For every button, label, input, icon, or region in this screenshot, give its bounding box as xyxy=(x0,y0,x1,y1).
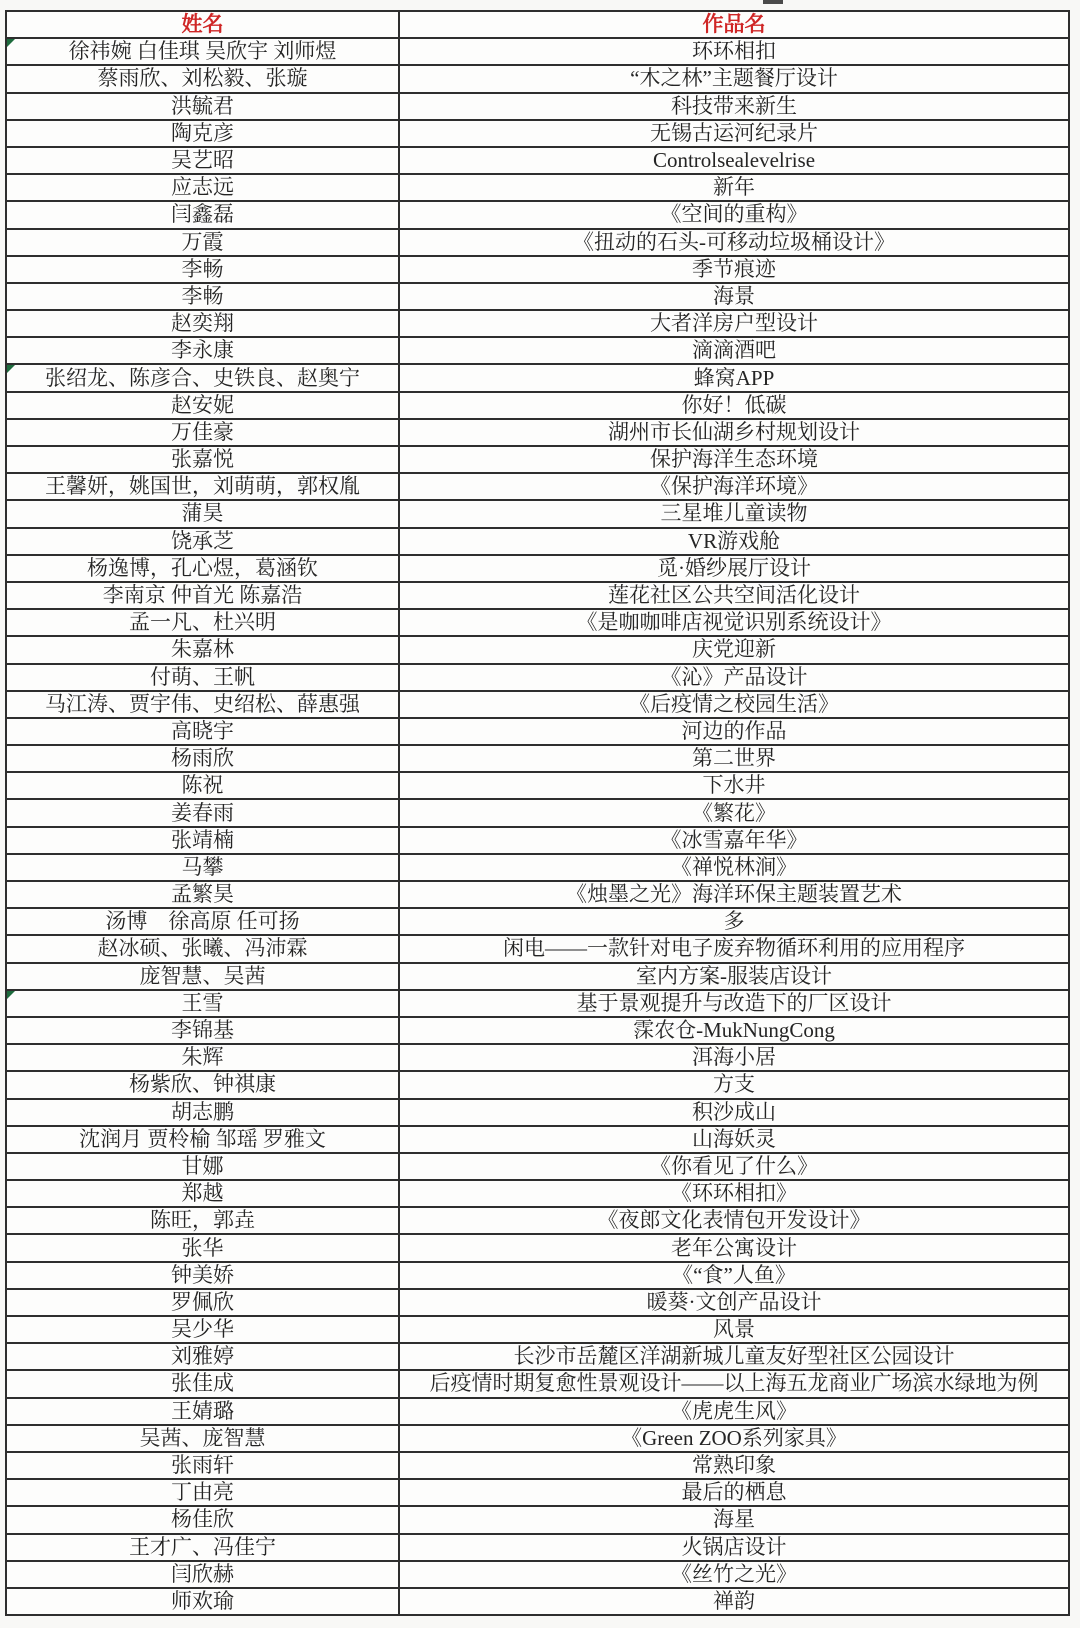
table-row xyxy=(6,473,1069,500)
name-cell: 陈旺，郭垚 xyxy=(6,1207,399,1234)
table-row xyxy=(6,337,1069,364)
table-row xyxy=(6,1126,1069,1153)
table-row xyxy=(6,881,1069,908)
table-row xyxy=(6,691,1069,718)
table-row xyxy=(6,1289,1069,1316)
work-cell: 海星 xyxy=(399,1506,1069,1533)
work-cell: 常熟印象 xyxy=(399,1452,1069,1479)
name-cell: 杨雨欣 xyxy=(6,745,399,772)
work-cell: 《繁花》 xyxy=(399,799,1069,826)
name-cell: 万霞 xyxy=(6,229,399,256)
work-cell: 《扭动的石头-可移动垃圾桶设计》 xyxy=(399,229,1069,256)
table-row xyxy=(6,555,1069,582)
name-cell: 罗佩欣 xyxy=(6,1289,399,1316)
name-cell: 郑越 xyxy=(6,1180,399,1207)
table-row xyxy=(6,664,1069,691)
work-cell: 科技带来新生 xyxy=(399,93,1069,120)
table-row xyxy=(6,745,1069,772)
work-cell: 《你看见了什么》 xyxy=(399,1153,1069,1180)
name-cell: 张靖楠 xyxy=(6,827,399,854)
work-cell: 三星堆儿童读物 xyxy=(399,500,1069,527)
work-cell: 觅·婚纱展厅设计 xyxy=(399,555,1069,582)
table-row xyxy=(6,1506,1069,1533)
table-row xyxy=(6,1479,1069,1506)
table-row xyxy=(6,500,1069,527)
table-row xyxy=(6,256,1069,283)
name-cell: 姜春雨 xyxy=(6,799,399,826)
work-cell: 你好！低碳 xyxy=(399,392,1069,419)
table-row xyxy=(6,201,1069,228)
name-cell: 张佳成 xyxy=(6,1370,399,1397)
works-table xyxy=(5,10,1070,1616)
name-cell: 孟繁昊 xyxy=(6,881,399,908)
table-row xyxy=(6,364,1069,391)
work-cell: 庆党迎新 xyxy=(399,636,1069,663)
work-cell: 基于景观提升与改造下的厂区设计 xyxy=(399,990,1069,1017)
work-cell: 滴滴酒吧 xyxy=(399,337,1069,364)
work-cell: 《沁》产品设计 xyxy=(399,664,1069,691)
work-cell: 季节痕迹 xyxy=(399,256,1069,283)
work-cell: 海景 xyxy=(399,283,1069,310)
work-cell: VR游戏舱 xyxy=(399,528,1069,555)
work-cell: Controlsealevelrise xyxy=(399,147,1069,174)
table-row xyxy=(6,1425,1069,1452)
work-cell: 霂农仓-MukNungCong xyxy=(399,1017,1069,1044)
table-row xyxy=(6,582,1069,609)
table-row xyxy=(6,147,1069,174)
name-cell: 万佳豪 xyxy=(6,419,399,446)
table-row xyxy=(6,799,1069,826)
work-cell: 《保护海洋环境》 xyxy=(399,473,1069,500)
work-cell: 长沙市岳麓区洋湖新城儿童友好型社区公园设计 xyxy=(399,1343,1069,1370)
table-row xyxy=(6,908,1069,935)
work-cell: 《禅悦林涧》 xyxy=(399,854,1069,881)
work-cell: 河边的作品 xyxy=(399,718,1069,745)
work-cell: 《夜郎文化表情包开发设计》 xyxy=(399,1207,1069,1234)
work-cell: 《丝竹之光》 xyxy=(399,1561,1069,1588)
table-header-row xyxy=(6,11,1069,38)
name-cell: 吴少华 xyxy=(6,1316,399,1343)
table-row xyxy=(6,772,1069,799)
work-cell: 多 xyxy=(399,908,1069,935)
name-cell: 杨紫欣、钟祺康 xyxy=(6,1071,399,1098)
table-row xyxy=(6,174,1069,201)
cropped-text-remnant xyxy=(763,0,783,4)
name-cell: 高晓宇 xyxy=(6,718,399,745)
table-row xyxy=(6,528,1069,555)
work-cell: 《后疫情之校园生活》 xyxy=(399,691,1069,718)
table-row xyxy=(6,609,1069,636)
work-cell: 无锡古运河纪录片 xyxy=(399,120,1069,147)
name-cell: 王馨妍，姚国世，刘萌萌，郭权胤 xyxy=(6,473,399,500)
work-cell: 方支 xyxy=(399,1071,1069,1098)
table-row xyxy=(6,636,1069,663)
work-cell: 积沙成山 xyxy=(399,1099,1069,1126)
name-cell: 朱嘉林 xyxy=(6,636,399,663)
table-row xyxy=(6,963,1069,990)
table-row xyxy=(6,1099,1069,1126)
table-row xyxy=(6,1343,1069,1370)
name-cell: 李畅 xyxy=(6,283,399,310)
name-cell: 汤博 徐高原 任可扬 xyxy=(6,908,399,935)
name-cell: 马攀 xyxy=(6,854,399,881)
name-cell: 朱辉 xyxy=(6,1044,399,1071)
table-row xyxy=(6,1262,1069,1289)
name-cell: 孟一凡、杜兴明 xyxy=(6,609,399,636)
table-row xyxy=(6,1398,1069,1425)
table-row xyxy=(6,1452,1069,1479)
name-cell: 王婧璐 xyxy=(6,1398,399,1425)
name-cell: 王雪 xyxy=(6,990,399,1017)
table-row xyxy=(6,1588,1069,1615)
work-cell: 闲电——一款针对电子废弃物循环利用的应用程序 xyxy=(399,935,1069,962)
table-row xyxy=(6,65,1069,92)
table-row xyxy=(6,1561,1069,1588)
work-cell: 禅韵 xyxy=(399,1588,1069,1615)
work-cell: 老年公寓设计 xyxy=(399,1234,1069,1261)
table-row xyxy=(6,1044,1069,1071)
table-row xyxy=(6,120,1069,147)
name-cell: 张嘉悦 xyxy=(6,446,399,473)
table-row xyxy=(6,229,1069,256)
work-cell: 湖州市长仙湖乡村规划设计 xyxy=(399,419,1069,446)
work-cell: 莲花社区公共空间活化设计 xyxy=(399,582,1069,609)
work-cell: 《虎虎生风》 xyxy=(399,1398,1069,1425)
work-cell: 洱海小居 xyxy=(399,1044,1069,1071)
name-cell: 沈润月 贾柃榆 邹瑶 罗雅文 xyxy=(6,1126,399,1153)
column-header-name: 姓名 xyxy=(6,11,399,38)
name-cell: 李南京 仲首光 陈嘉浩 xyxy=(6,582,399,609)
name-cell: 赵奕翔 xyxy=(6,310,399,337)
work-cell: 第二世界 xyxy=(399,745,1069,772)
name-cell: 杨逸博，孔心煜，葛涵钦 xyxy=(6,555,399,582)
work-cell: 下水井 xyxy=(399,772,1069,799)
table-row xyxy=(6,1234,1069,1261)
work-cell: 最后的栖息 xyxy=(399,1479,1069,1506)
work-cell: 风景 xyxy=(399,1316,1069,1343)
work-cell: 暖葵·文创产品设计 xyxy=(399,1289,1069,1316)
table-row xyxy=(6,718,1069,745)
table-row xyxy=(6,1207,1069,1234)
name-cell: 师欢瑜 xyxy=(6,1588,399,1615)
name-cell: 张绍龙、陈彦合、史铁良、赵奥宁 xyxy=(6,364,399,391)
name-cell: 刘雅婷 xyxy=(6,1343,399,1370)
work-cell: 《Green ZOO系列家具》 xyxy=(399,1425,1069,1452)
work-cell: 《“食”人鱼》 xyxy=(399,1262,1069,1289)
name-cell: 赵安妮 xyxy=(6,392,399,419)
column-header-work: 作品名 xyxy=(399,11,1069,38)
name-cell: 李锦基 xyxy=(6,1017,399,1044)
table-row xyxy=(6,283,1069,310)
name-cell: 洪毓君 xyxy=(6,93,399,120)
table-row xyxy=(6,1153,1069,1180)
table-row xyxy=(6,419,1069,446)
name-cell: 闫欣赫 xyxy=(6,1561,399,1588)
table-row xyxy=(6,1370,1069,1397)
table-row xyxy=(6,310,1069,337)
name-cell: 饶承芝 xyxy=(6,528,399,555)
work-cell: 保护海洋生态环境 xyxy=(399,446,1069,473)
name-cell: 张雨轩 xyxy=(6,1452,399,1479)
table-row xyxy=(6,935,1069,962)
work-cell: 《烛墨之光》海洋环保主题装置艺术 xyxy=(399,881,1069,908)
name-cell: 蒲昊 xyxy=(6,500,399,527)
table-row xyxy=(6,446,1069,473)
name-cell: 马江涛、贾宇伟、史绍松、薛惠强 xyxy=(6,691,399,718)
work-cell: 后疫情时期复愈性景观设计——以上海五龙商业广场滨水绿地为例 xyxy=(399,1370,1069,1397)
table-row xyxy=(6,990,1069,1017)
cell-corner-triangle-icon xyxy=(7,365,15,373)
name-cell: 丁由亮 xyxy=(6,1479,399,1506)
work-cell: 《空间的重构》 xyxy=(399,201,1069,228)
name-cell: 庞智慧、吴茜 xyxy=(6,963,399,990)
table-row xyxy=(6,93,1069,120)
table-row xyxy=(6,1071,1069,1098)
name-cell: 李畅 xyxy=(6,256,399,283)
table-row xyxy=(6,1180,1069,1207)
work-cell: 《冰雪嘉年华》 xyxy=(399,827,1069,854)
name-cell: 李永康 xyxy=(6,337,399,364)
table-row xyxy=(6,392,1069,419)
name-cell: 吴茜、庞智慧 xyxy=(6,1425,399,1452)
name-cell: 吴艺昭 xyxy=(6,147,399,174)
name-cell: 陈祝 xyxy=(6,772,399,799)
name-cell: 付萌、王帆 xyxy=(6,664,399,691)
work-cell: 蜂窝APP xyxy=(399,364,1069,391)
name-cell: 陶克彦 xyxy=(6,120,399,147)
table-row xyxy=(6,827,1069,854)
name-cell: 闫鑫磊 xyxy=(6,201,399,228)
work-cell: 火锅店设计 xyxy=(399,1534,1069,1561)
table-row xyxy=(6,1534,1069,1561)
name-cell: 甘娜 xyxy=(6,1153,399,1180)
name-cell: 赵冰硕、张曦、冯沛霖 xyxy=(6,935,399,962)
name-cell: 蔡雨欣、刘松毅、张璇 xyxy=(6,65,399,92)
work-cell: 山海妖灵 xyxy=(399,1126,1069,1153)
cell-corner-triangle-icon xyxy=(7,39,15,47)
cell-corner-triangle-icon xyxy=(7,991,15,999)
table-row xyxy=(6,38,1069,65)
name-cell: 王才广、冯佳宁 xyxy=(6,1534,399,1561)
name-cell: 应志远 xyxy=(6,174,399,201)
name-cell: 张华 xyxy=(6,1234,399,1261)
table-row xyxy=(6,1316,1069,1343)
work-cell: 新年 xyxy=(399,174,1069,201)
table-row xyxy=(6,1017,1069,1044)
table-row xyxy=(6,854,1069,881)
work-cell: 室内方案-服装店设计 xyxy=(399,963,1069,990)
name-cell: 钟美娇 xyxy=(6,1262,399,1289)
name-cell: 杨佳欣 xyxy=(6,1506,399,1533)
work-cell: 《环环相扣》 xyxy=(399,1180,1069,1207)
work-cell: “木之林”主题餐厅设计 xyxy=(399,65,1069,92)
work-cell: 环环相扣 xyxy=(399,38,1069,65)
work-cell: 大者洋房户型设计 xyxy=(399,310,1069,337)
name-cell: 徐祎婉 白佳琪 吴欣宇 刘师煜 xyxy=(6,38,399,65)
work-cell: 《是咖咖啡店视觉识别系统设计》 xyxy=(399,609,1069,636)
name-cell: 胡志鹏 xyxy=(6,1099,399,1126)
